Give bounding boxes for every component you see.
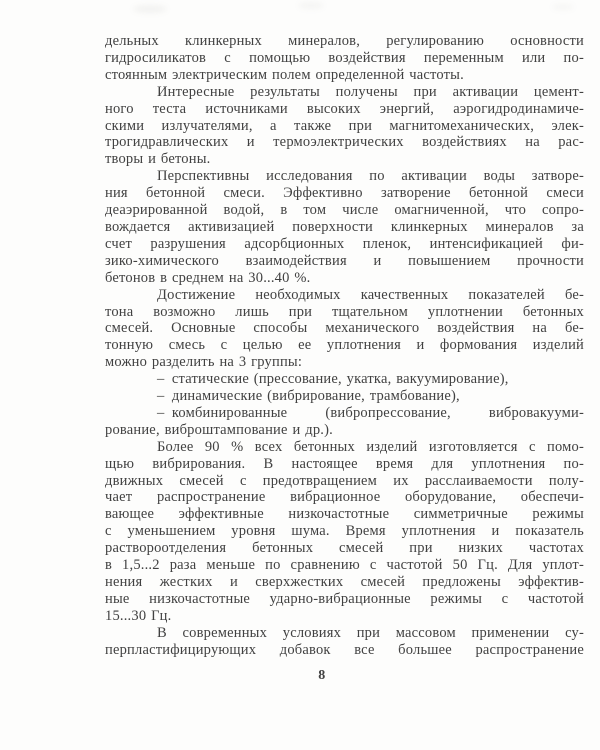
text-line: тонную смесь с целью ее уплотнения и формования изделий	[105, 337, 584, 354]
paragraph	[105, 439, 584, 625]
paragraph	[105, 287, 584, 372]
text-line: рование, виброштампование и др.).	[105, 421, 333, 438]
text-line: бетонов в среднем на 30...40 %.	[105, 269, 311, 286]
text-line: можно разделить на 3 группы:	[105, 354, 303, 371]
page-number: 8	[318, 668, 326, 683]
text-line: скими излучателями, а также при магнитомеханических, элек-	[105, 117, 584, 134]
text-line: Более 90 % всех бетонных изделий изготовляется с помо-	[157, 438, 584, 455]
text-line: 15...30 Гц.	[105, 607, 172, 624]
paragraph	[105, 84, 584, 169]
paragraph	[105, 405, 584, 439]
text-line: чает распространение вибрационное оборудование, обеспечи-	[105, 489, 584, 506]
text-line: В современных условиях при массовом применении су-	[157, 624, 584, 641]
text-line: – статические (прессование, укатка, вакуумирование),	[157, 371, 509, 388]
scan-smudge	[133, 5, 167, 13]
text-line: Перспективны исследования по активации воды затворе-	[157, 168, 584, 185]
text-line: трогидравлических и термоэлектрических воздействиях на рас-	[105, 134, 584, 151]
scan-smudge	[552, 4, 574, 10]
text-line: ные низкочастотные ударно-вибрационные режимы с частотой	[105, 590, 584, 607]
paragraph	[105, 168, 584, 286]
text-line: с уменьшением уровня шума. Время уплотнения и показатель	[105, 523, 584, 540]
text-line: вающее эффективные низкочастотные симметричные режимы	[105, 506, 584, 523]
text-line: гидросиликатов с помощью воздействия переменным или по-	[105, 49, 584, 66]
paragraph	[105, 371, 584, 388]
text-line: смесей. Основные способы механического воздействия на бе-	[105, 320, 584, 337]
text-line: зико-химического взаимодействия и повышением прочности	[105, 252, 584, 269]
text-line: движных смесей с предотвращением их расслаиваемости полу-	[105, 472, 584, 489]
paragraph	[105, 388, 584, 405]
text-line: тона возможно лишь при тщательном уплотнении бетонных	[105, 303, 584, 320]
text-line: ния бетонной смеси. Эффективно затворение бетонной смеси	[105, 185, 584, 202]
text-line: вождается активизацией поверхности клинкерных минералов за	[105, 218, 584, 235]
scan-smudge	[298, 2, 324, 9]
text-line: ного теста источниками высоких энергий, аэрогидродинамиче-	[105, 100, 584, 117]
text-line: творы и бетоны.	[105, 151, 211, 168]
text-line: Достижение необходимых качественных показателей бе-	[157, 286, 584, 303]
text-line: щью вибрирования. В настоящее время для уплотнения по-	[105, 455, 584, 472]
paragraph	[105, 625, 584, 659]
text-column	[105, 33, 584, 659]
text-line: раствороотделения бетонных смесей при низких частотах	[105, 540, 584, 557]
text-line: – динамические (вибрирование, трамбование),	[157, 388, 460, 405]
text-line: в 1,5...2 раза меньше по сравнению с частотой 50 Гц. Для уплот-	[105, 557, 584, 574]
text-line: счет разрушения адсорбционных пленок, интенсификацией фи-	[105, 235, 584, 252]
text-line: дельных клинкерных минералов, регулированию основности	[105, 33, 584, 49]
text-line: Интересные результаты получены при активации цемент-	[157, 83, 584, 100]
text-line: – комбинированные (вибропрессование, вибровакууми-	[157, 404, 584, 421]
text-line: деаэрированной водой, в том числе омагниченной, что сопро-	[105, 202, 584, 219]
paragraph	[105, 33, 584, 84]
text-line: стоянным электрическим полем определенной частоты.	[105, 66, 464, 83]
text-line: перпластифицирующих добавок все большее распространение	[105, 641, 584, 658]
text-line: нения жестких и сверхжестких смесей предложены эффектив-	[105, 574, 584, 590]
